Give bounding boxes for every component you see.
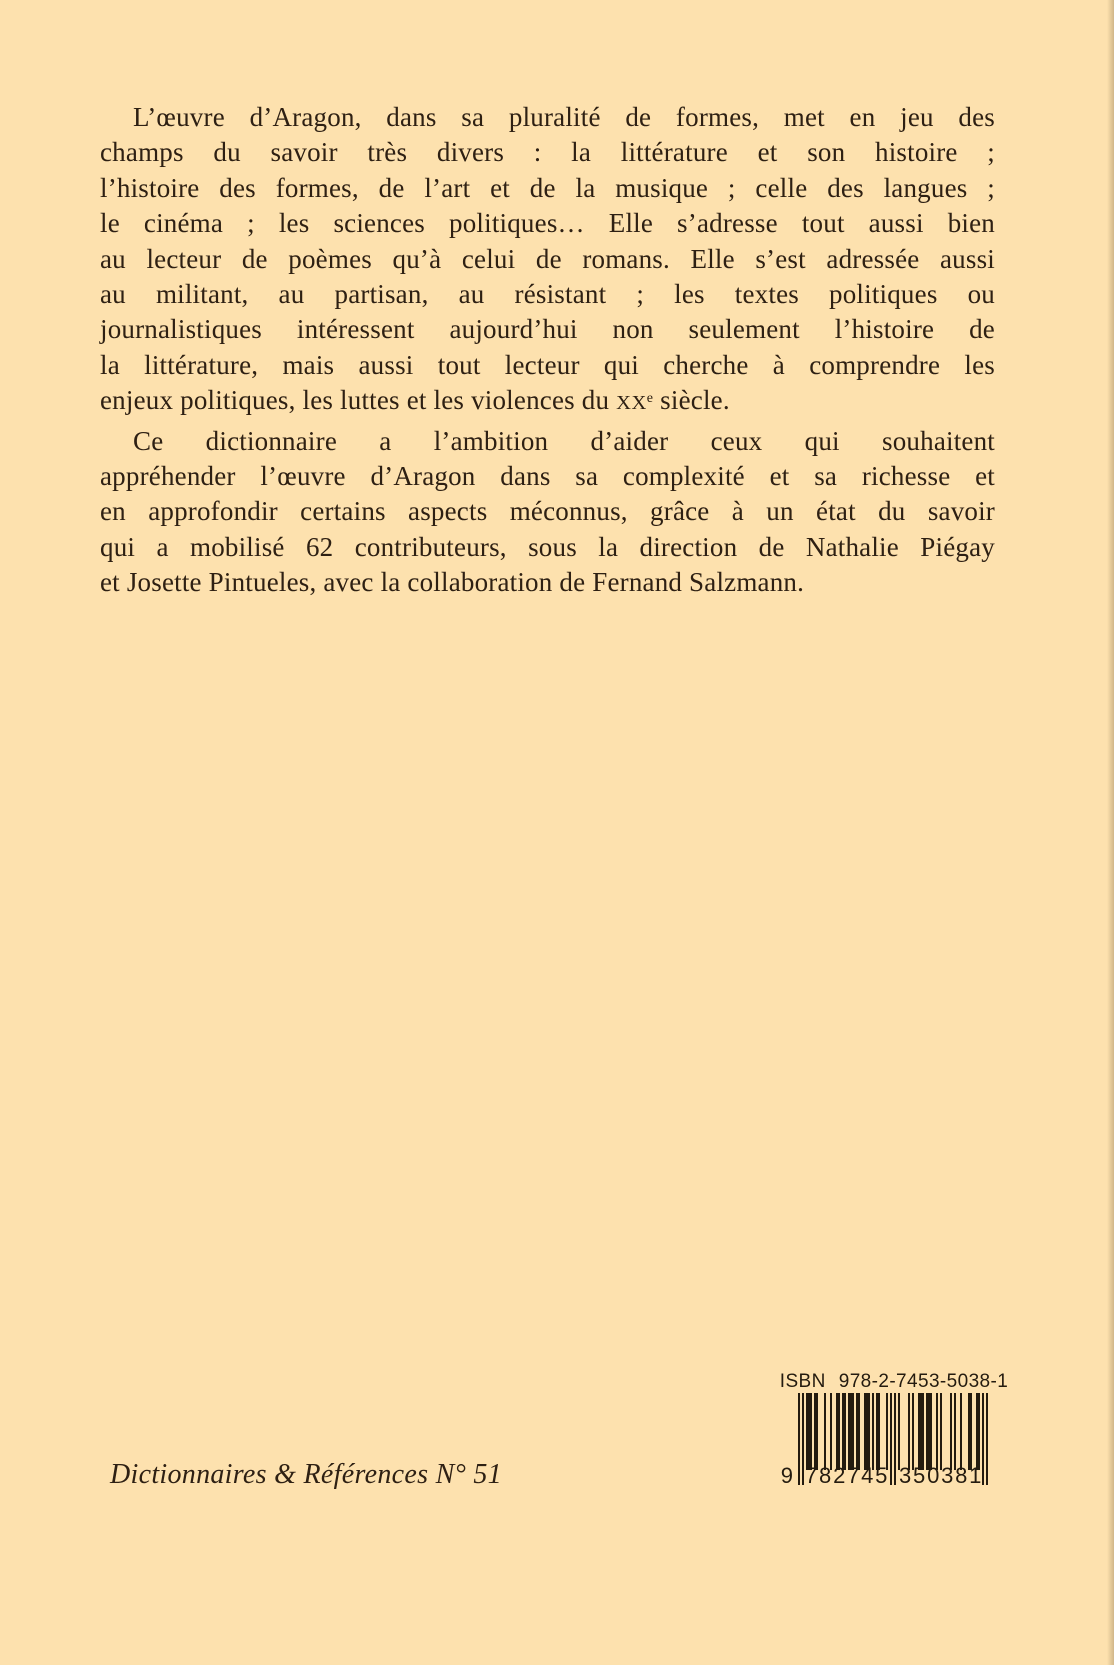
body-line: Ce dictionnaire a l’ambition d’aider ceux qui souhaitent [133, 425, 995, 456]
body-line: l’histoire des formes, de l’art et de la musique ; celle des langues ; [100, 172, 995, 203]
century-smallcaps: XX [616, 392, 647, 415]
body-line: champs du savoir très divers : la littérature et son histoire ; [100, 137, 995, 168]
body-line-text: enjeux politiques, les luttes et les violences du [100, 385, 617, 416]
ean-barcode [780, 1393, 988, 1488]
body-line: au lecteur de poèmes qu’à celui de romans. Elle s’est adressée aussi [100, 243, 995, 274]
scan-edge-shadow [1107, 0, 1114, 1665]
body-line: en approfondir certains aspects méconnus, grâce à un état du savoir [100, 496, 995, 527]
isbn-number: 978-2-7453-5038-1 [838, 1371, 1009, 1392]
body-line: au militant, au partisan, au résistant ; les textes politiques ou [100, 279, 995, 310]
body-line: qui a mobilisé 62 contributeurs, sous la direction de Nathalie Piégay [100, 531, 995, 562]
barcode-digit-group-right: 350381 [899, 1463, 984, 1488]
body-line: le cinéma ; les sciences politiques… Elle s’adresse tout aussi bien [100, 208, 995, 239]
body-line: appréhender l’œuvre d’Aragon dans sa complexité et sa richesse et [100, 461, 995, 492]
isbn-line [768, 1371, 1020, 1393]
body-line: journalistiques intéressent aujourd’hui non seulement l’histoire de [100, 314, 995, 345]
body-line: et Josette Pintueles, avec la collaboration de Fernand Salzmann. [100, 567, 805, 598]
century-superscript: e [646, 390, 654, 407]
body-line: L’œuvre d’Aragon, dans sa pluralité de formes, met en jeu des [133, 102, 995, 132]
body-line-text: siècle. [653, 385, 730, 416]
blurb-text-block [100, 100, 995, 601]
body-line [100, 383, 995, 423]
series-label: Dictionnaires & Références N° 51 [110, 1459, 502, 1490]
body-line: la littérature, mais aussi tout lecteur qui cherche à comprendre les [100, 349, 995, 380]
barcode-digit-leading: 9 [780, 1463, 793, 1488]
isbn-label: ISBN [779, 1371, 826, 1392]
barcode-digit-group-left: 782745 [805, 1463, 890, 1488]
